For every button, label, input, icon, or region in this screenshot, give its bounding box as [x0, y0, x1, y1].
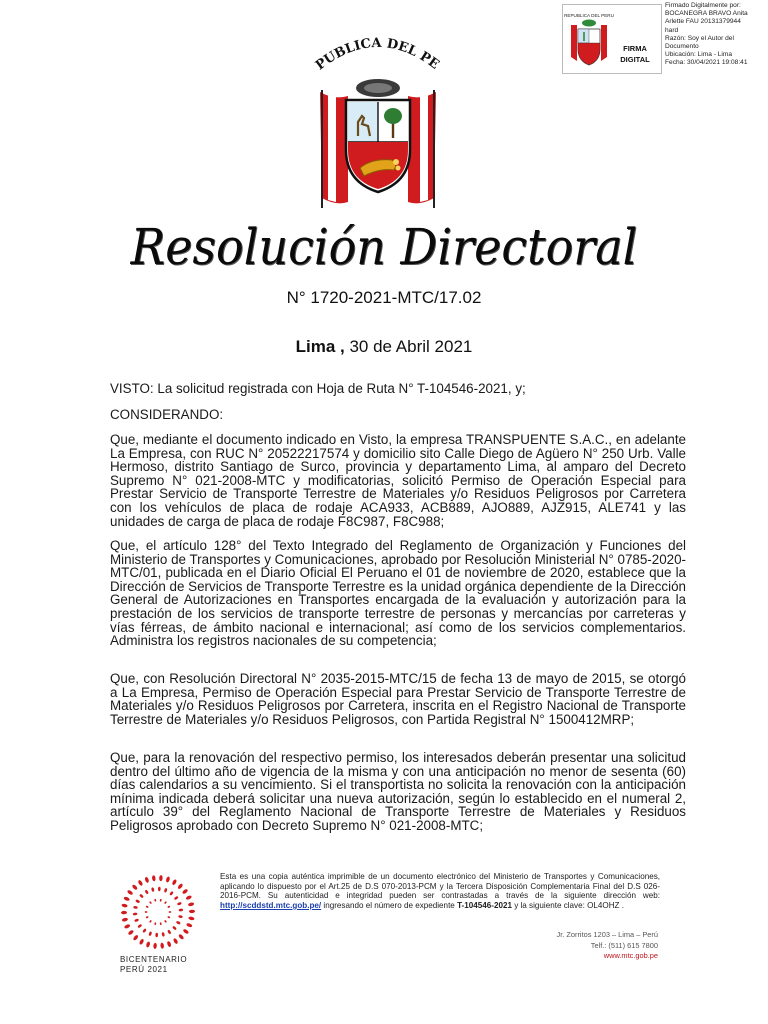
signature-line: Razón: Soy el Autor del [665, 34, 734, 42]
sunburst-petal [146, 905, 149, 908]
bicentenario-sunburst-icon [118, 872, 198, 956]
sunburst-petal [178, 933, 185, 940]
paragraph: Que, con Resolución Directoral N° 2035-2015-MTC/15 de fecha 13 de mayo de 2015, se otorgó a La Empresa, Permiso de Operación Especial para Prestar Servicio de Transporte Terrestre de Materiales y/o Residuos Peligrosos por Carretera, inscrita en el Registro Nacional de Transporte Terrestre de Materiales y/o Residuos Peligrosos, con Partida Registral N° 1500412MRP; [110, 671, 686, 727]
expediente-number: T-104546-2021 [457, 900, 512, 910]
sunburst-petal [146, 941, 151, 948]
sunburst-petal [159, 875, 163, 881]
sunburst-petal [178, 915, 183, 918]
ministry-address [500, 930, 658, 962]
bicentenario-line: BICENTENARIO [120, 955, 188, 964]
sunburst-petal [137, 879, 143, 886]
note-text: ingresando el número de expediente [321, 900, 458, 910]
firma-label: FIRMA [623, 44, 647, 53]
sunburst-petal [188, 916, 195, 920]
sunburst-petal [177, 902, 182, 906]
address-line: Jr. Zorritos 1203 – Lima – Perú [556, 930, 658, 939]
note-text: y la siguiente clave: OL4OHZ . [511, 900, 624, 910]
sunburst-petal [185, 895, 192, 901]
sunburst-petal [127, 889, 134, 895]
sunburst-petal [165, 876, 170, 883]
sunburst-petal [160, 943, 164, 949]
signature-line: Firmado Digitalmente por: [665, 2, 741, 9]
sunburst-petal [182, 928, 189, 934]
sunburst-petal [146, 916, 149, 919]
sunburst-petal [134, 918, 139, 922]
sunburst-petal [145, 911, 148, 913]
sunburst-petal [133, 913, 138, 916]
city: Lima , [295, 337, 345, 356]
signature-line: Ubicación: Lima - Lima [665, 51, 733, 59]
sunburst-petal [164, 920, 167, 923]
signature-line: Documento [665, 43, 699, 51]
coat-banner: PUBLICA DEL PE [312, 35, 442, 74]
sunburst-petal [121, 903, 128, 907]
sunburst-petal [153, 943, 157, 949]
sunburst-petal [144, 889, 148, 894]
digital-label: DIGITAL [620, 55, 650, 64]
sunburst-petal [151, 887, 155, 892]
sunburst-petal [167, 916, 170, 919]
sunburst-petal [155, 933, 158, 938]
sunburst-petal [139, 938, 145, 945]
coat-of-arms [300, 30, 456, 216]
sunburst-petal [172, 926, 177, 931]
sunburst-petal [127, 929, 134, 935]
sunburst-petal [152, 875, 156, 881]
sunburst-petal [124, 924, 131, 930]
date-line [0, 337, 768, 357]
sunburst-petal [167, 941, 172, 948]
paragraph: Que, mediante el documento indicado en Visto, la empresa TRANSPUENTE S.A.C., en adelante La Empresa, con RUC N° 20522217574 y domicilio sito Calle Diego de Agüero N° 250 Urb. Valle Hermoso, distrito Santiago de Surco, provincia y departamento Lima, al amparo del Decreto Supremo N° 021-2008-MTC y modificatorias, solicitó Permiso de Operación Especial para Prestar Servicio de Transporte Terrestre de Materiales y/o Residuos Peligrosos por Carretera con los vehículos de placa de rodaje ACA933, ACB889, AJO889, AJZ915, ALE741 y las unidades de carga de placa de rodaje F8C987, F8C988; [110, 432, 686, 529]
sunburst-petal [137, 924, 142, 929]
seal-caption: REPUBLICA DEL PERU [564, 13, 614, 18]
sunburst-petal [179, 909, 184, 912]
visto: VISTO: La solicitud registrada con Hoja de Ruta N° T-104546-2021, y; [110, 381, 526, 396]
paragraph: Que, para la renovación del respectivo permiso, los interesados deberán presentar una solicitud dentro del último año de vigencia de la misma y con una anticipación no menor de sesenta (60) días calendarios a su vencimiento. Si el transportista no solicita la renovación con la anticipación mínima indicada deberá solicitar una nueva autorización, según lo establecido en el numeral 2, artículo 39° del Reglamento Nacional de Transporte Terrestre de Materiales y Residuos Peligrosos aprobado con Decreto Supremo N° 021-2008-MTC; [110, 750, 686, 833]
sunburst-petal [122, 917, 129, 922]
sunburst-petal [132, 934, 138, 941]
considerando-heading: CONSIDERANDO: [110, 407, 224, 422]
signature-line: Fecha: 30/04/2021 19:08:41 [665, 59, 748, 67]
sunburst-petal [149, 920, 152, 923]
sunburst-petal [164, 888, 168, 893]
sunburst-petal [133, 906, 138, 909]
sunburst-petal [189, 910, 195, 914]
sunburst-petal [123, 896, 130, 901]
sunburst-petal [132, 884, 139, 891]
sunburst-petal [173, 938, 179, 945]
signature-details [665, 2, 765, 68]
sunburst-petal [148, 931, 152, 936]
date: 30 de Abril 2021 [344, 337, 473, 356]
paragraph: Que, el artículo 128° del Texto Integrado del Reglamento de Organización y Funciones del Ministerio de Transportes y Comunicaciones, aprobado por Resolución Ministerial N° 0785-2020-MTC/01, publicada en el Diario Oficial El Peruano el 01 de noviembre de 2020, establece que la Dirección de Servicios de Transporte Terrestre es la unidad orgánica dependiente de la Dirección General de Autorizaciones en Transportes encargada de la evaluación y autorización para la prestación de los servicios de transporte terrestre de personas y mercancías por carreteras y vías férreas, de ámbito nacional e internacional; así como de los servicios complementarios. Administra los registros nacionales de su competencia; [110, 538, 686, 649]
authenticity-note [220, 872, 660, 910]
sunburst-petal [158, 887, 161, 892]
peru-coat-of-arms-icon [300, 30, 456, 216]
resolution-number: N° 1720-2021-MTC/17.02 [286, 288, 482, 307]
signature-line: hard [665, 26, 679, 34]
sunburst-petal [135, 899, 140, 903]
signature-line: BOCANEGRA BRAVO Anita [665, 10, 748, 18]
sunburst-petal [186, 922, 193, 927]
sunburst-petal [167, 929, 171, 934]
bicentenario-line: PERÚ 2021 [120, 965, 168, 974]
sunburst-petal [142, 928, 147, 933]
phone-line: Telf.: (511) 615 7800 [590, 940, 658, 950]
sunburst-petal [169, 891, 174, 896]
note-text: Esta es una copia auténtica imprimible de un documento electrónico del Ministerio de Transportes y Comunicaciones, aplicando lo dispuesto por el Art.25 de D.S 070-2013-PCM y la Tercera Disposición Complementaria Final del D.S 026-2016-PCM. Su autenticidad e integridad pueden ser contrastadas a través de la siguiente dirección web: [220, 872, 660, 901]
bicentenario-label [120, 955, 230, 975]
peru-seal-icon [563, 5, 661, 73]
signature-line: Arlette FAU 20131379944 [665, 18, 741, 26]
sunburst-petal [154, 899, 156, 902]
sunburst-petal [144, 877, 149, 884]
sunburst-petal [177, 883, 183, 890]
sunburst-petal [188, 902, 195, 907]
document-title: Resolución Directoral [130, 218, 638, 276]
digital-signature-seal [562, 4, 662, 74]
sunburst-petal [174, 896, 179, 901]
sunburst-petal [160, 922, 162, 925]
sunburst-petal [169, 911, 172, 913]
sunburst-petal [154, 922, 156, 925]
sunburst-petal [149, 901, 152, 904]
sunburst-petal [171, 879, 177, 886]
verification-link[interactable]: http://scddstd.mtc.gob.pe/ [220, 900, 322, 910]
sunburst-petal [139, 894, 144, 899]
sunburst-petal [121, 911, 127, 915]
sunburst-petal [167, 905, 170, 908]
sunburst-petal [164, 901, 167, 904]
sunburst-petal [161, 932, 165, 937]
sunburst-petal [160, 899, 162, 902]
sunburst-petal [182, 888, 189, 894]
website-link[interactable]: www.mtc.gob.pe [603, 951, 658, 961]
sunburst-petal [176, 921, 181, 925]
